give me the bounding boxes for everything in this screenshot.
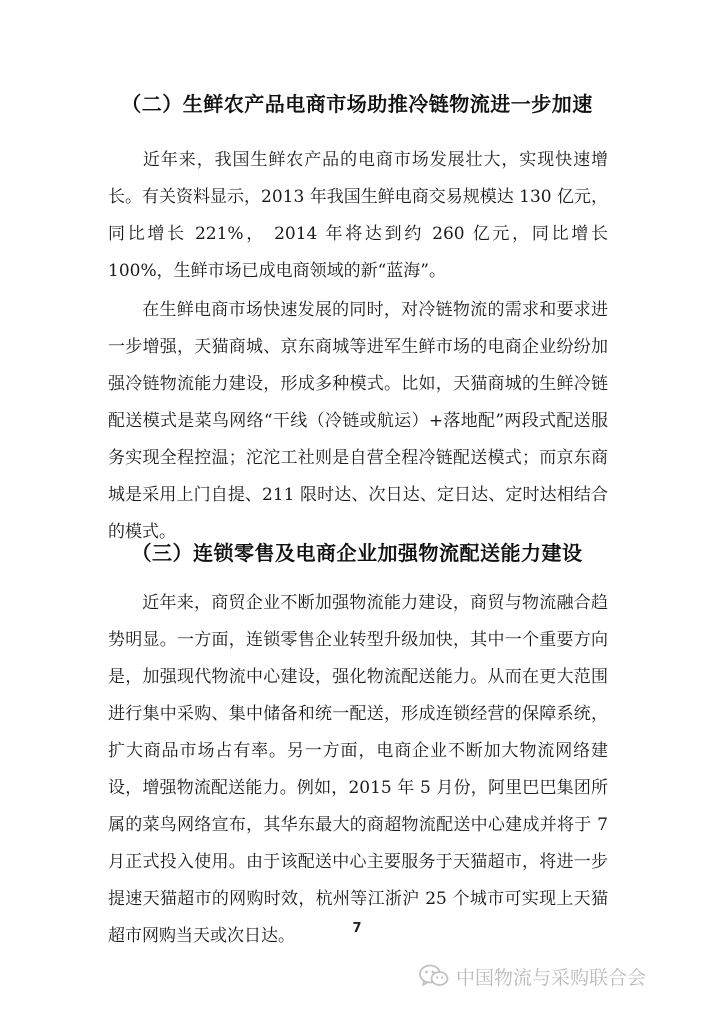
paragraph-text: 在生鲜电商市场快速发展的同时，对冷链物流的需求和要求进一步增强，天猫商城、京东商城等进军生鲜市场的电商企业纷纷加强冷链物流能力建设，形成多种模式。比如，天猫商城的生鲜冷链配送模式是菜鸟网络“干线（冷链或航运）+落地配”两段式配送服务实现全程控温；沱沱工社则是自营全程冷链配送模式；而京东商城是采用上门自提、211 限时达、次日达、定日达、定时达相结合的模式。 xyxy=(108,300,608,542)
section-heading-retail-logistics: （三）连锁零售及电商企业加强物流配送能力建设 xyxy=(131,541,583,565)
section-heading-fresh-produce: （二）生鲜农产品电商市场助推冷链物流进一步加速 xyxy=(121,92,593,116)
paragraph-text: 近年来，我国生鲜农产品的电商市场发展壮大，实现快速增长。有关资料显示，2013 年我国生鲜电商交易规模达 130 亿元，同比增长 221%， 2014 年将达到约 260 亿元，同比增长 100%，生鲜市场已成电商领域的新“蓝海”。 xyxy=(108,150,608,281)
paragraph xyxy=(108,142,608,290)
watermark xyxy=(418,961,646,991)
paragraph xyxy=(108,585,608,955)
paragraph-text: 近年来，商贸企业不断加强物流能力建设，商贸与物流融合趋势明显。一方面，连锁零售企业转型升级加快，其中一个重要方向是，加强现代物流中心建设，强化物流配送能力。从而在更大范围进行集中采购、集中储备和统一配送，形成连锁经营的保障系统，扩大商品市场占有率。另一方面，电商企业不断加大物流网络建设，增强物流配送能力。例如，2015 年 5 月份，阿里巴巴集团所属的菜鸟网络宣布，其华东最大的商超物流配送中心建成并将于 7 月正式投入使用。由于该配送中心主要服务于天猫超市，将进一步提速天猫超市的网购时效，杭州等江浙沪 25 个城市可实现上天猫超市网购当天或次日达。 xyxy=(108,593,608,946)
paragraph xyxy=(108,292,608,551)
watermark-text: 中国物流与采购联合会 xyxy=(456,966,647,989)
wechat-icon xyxy=(418,963,450,989)
page-number: 7 xyxy=(352,921,362,936)
